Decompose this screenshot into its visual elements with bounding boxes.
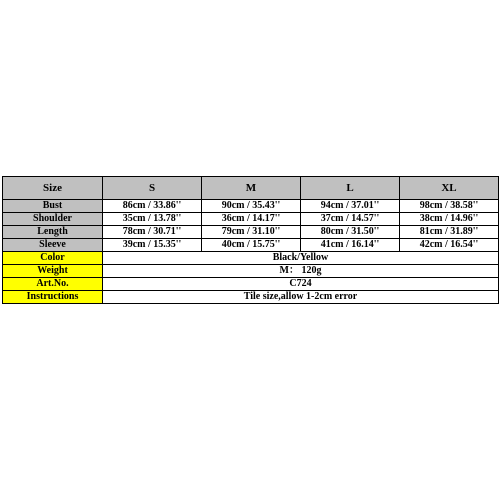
measurement-row-bust — [3, 200, 499, 213]
measurement-value: 40cm / 15.75'' — [202, 239, 301, 252]
info-label: Weight — [3, 265, 103, 278]
size-header-row — [3, 177, 499, 200]
measurement-value: 79cm / 31.10'' — [202, 226, 301, 239]
info-label: Instructions — [3, 291, 103, 304]
info-value: M： 120g — [103, 265, 499, 278]
measurement-value: 42cm / 16.54'' — [400, 239, 499, 252]
measurement-row-length — [3, 226, 499, 239]
measurement-label: Bust — [3, 200, 103, 213]
measurement-value: 81cm / 31.89'' — [400, 226, 499, 239]
measurement-value: 35cm / 13.78'' — [103, 213, 202, 226]
size-header-m: M — [202, 177, 301, 200]
info-row-instructions — [3, 291, 499, 304]
measurement-value: 36cm / 14.17'' — [202, 213, 301, 226]
measurement-value: 37cm / 14.57'' — [301, 213, 400, 226]
info-label: Color — [3, 252, 103, 265]
measurement-value: 90cm / 35.43'' — [202, 200, 301, 213]
info-label: Art.No. — [3, 278, 103, 291]
size-chart-table — [2, 176, 499, 304]
measurement-label: Shoulder — [3, 213, 103, 226]
measurement-label: Length — [3, 226, 103, 239]
size-header-s: S — [103, 177, 202, 200]
measurement-value: 98cm / 38.58'' — [400, 200, 499, 213]
measurement-value: 80cm / 31.50'' — [301, 226, 400, 239]
size-header-label: Size — [3, 177, 103, 200]
measurement-value: 38cm / 14.96'' — [400, 213, 499, 226]
measurement-row-shoulder — [3, 213, 499, 226]
measurement-value: 86cm / 33.86'' — [103, 200, 202, 213]
info-row-weight — [3, 265, 499, 278]
measurement-value: 94cm / 37.01'' — [301, 200, 400, 213]
info-value: Black/Yellow — [103, 252, 499, 265]
info-row-color — [3, 252, 499, 265]
size-header-l: L — [301, 177, 400, 200]
measurement-value: 41cm / 16.14'' — [301, 239, 400, 252]
measurement-label: Sleeve — [3, 239, 103, 252]
measurement-row-sleeve — [3, 239, 499, 252]
measurement-value: 39cm / 15.35'' — [103, 239, 202, 252]
info-value: C724 — [103, 278, 499, 291]
info-row-art-no — [3, 278, 499, 291]
size-header-xl: XL — [400, 177, 499, 200]
info-value: Tile size,allow 1-2cm error — [103, 291, 499, 304]
measurement-value: 78cm / 30.71'' — [103, 226, 202, 239]
